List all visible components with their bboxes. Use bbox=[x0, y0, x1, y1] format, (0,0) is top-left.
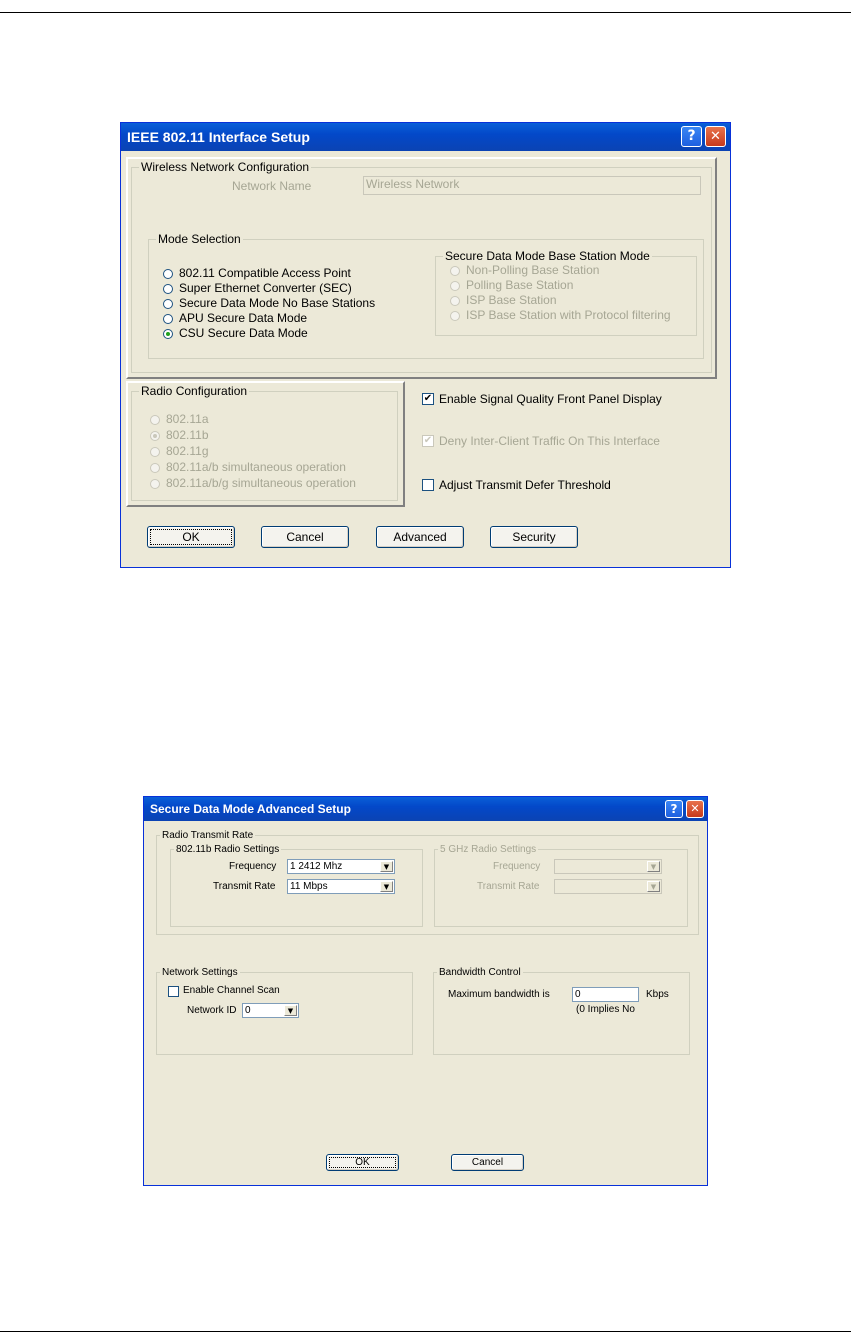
network-settings-legend: Network Settings bbox=[162, 967, 238, 978]
signal-quality-checkbox[interactable]: ✔ bbox=[423, 393, 433, 404]
bottom-rule bbox=[0, 1331, 851, 1332]
b-radio-settings-legend: 802.11b Radio Settings bbox=[176, 844, 280, 855]
wireless-config-group bbox=[126, 157, 717, 379]
radio-label-80211abg: 802.11a/b/g simultaneous operation bbox=[166, 476, 356, 490]
ok-button[interactable]: OK bbox=[147, 526, 235, 548]
radio-label-80211a: 802.11a bbox=[166, 412, 209, 426]
mode-selection-legend: Mode Selection bbox=[158, 232, 241, 246]
radio-80211a[interactable] bbox=[150, 415, 160, 425]
help-button[interactable] bbox=[681, 126, 702, 147]
chevron-down-icon[interactable]: ▼ bbox=[380, 861, 393, 872]
advanced-button[interactable]: Advanced bbox=[376, 526, 464, 548]
ok-button[interactable]: OK bbox=[326, 1154, 399, 1171]
sdm-label-isp-filter: ISP Base Station with Protocol filtering bbox=[466, 308, 671, 322]
network-name-label: Network Name bbox=[232, 179, 312, 193]
security-button[interactable]: Security bbox=[490, 526, 578, 548]
transmit-rate-value: 11 Mbps bbox=[290, 881, 328, 892]
mode-radio-sdm-no-base[interactable] bbox=[163, 299, 173, 309]
mode-selection-group bbox=[148, 232, 704, 359]
mode-label-sdm-no-base: Secure Data Mode No Base Stations bbox=[179, 296, 376, 310]
help-icon: ? bbox=[670, 802, 678, 816]
signal-quality-label: Enable Signal Quality Front Panel Display bbox=[439, 392, 662, 406]
close-button[interactable] bbox=[686, 800, 704, 818]
cancel-button[interactable]: Cancel bbox=[451, 1154, 524, 1171]
network-id-label: Network ID bbox=[187, 1005, 237, 1016]
adjust-defer-label: Adjust Transmit Defer Threshold bbox=[439, 478, 611, 492]
radio-selected-dot bbox=[166, 332, 170, 336]
mode-label-csu: CSU Secure Data Mode bbox=[179, 326, 308, 340]
help-icon: ? bbox=[687, 128, 696, 144]
mode-label-ap: 802.11 Compatible Access Point bbox=[179, 266, 351, 280]
radio-label-80211ab: 802.11a/b simultaneous operation bbox=[166, 460, 346, 474]
frequency-select[interactable] bbox=[287, 859, 395, 874]
ghz-radio-settings-group bbox=[434, 844, 688, 927]
radio-config-group bbox=[126, 381, 405, 507]
chevron-down-icon[interactable]: ▼ bbox=[647, 861, 660, 872]
sdm-radio-isp-filter[interactable] bbox=[450, 311, 460, 321]
top-rule bbox=[0, 12, 851, 13]
network-settings-group bbox=[156, 967, 413, 1055]
bandwidth-unit: Kbps bbox=[646, 989, 669, 1000]
cancel-button[interactable]: Cancel bbox=[261, 526, 349, 548]
adjust-defer-checkbox[interactable] bbox=[422, 479, 434, 491]
dialog-titlebar[interactable] bbox=[144, 797, 707, 821]
sdm-label-polling: Polling Base Station bbox=[466, 278, 574, 292]
ghz-transmit-rate-select[interactable] bbox=[554, 879, 662, 894]
radio-label-80211g: 802.11g bbox=[166, 444, 209, 458]
radio-label-80211b: 802.11b bbox=[166, 428, 209, 442]
max-bandwidth-label: Maximum bandwidth is bbox=[448, 989, 550, 1000]
radio-80211b[interactable] bbox=[150, 431, 160, 441]
sdm-base-station-group bbox=[435, 249, 697, 336]
radio-80211abg[interactable] bbox=[150, 479, 160, 489]
wireless-config-legend: Wireless Network Configuration bbox=[141, 160, 310, 174]
sdm-radio-polling[interactable] bbox=[450, 281, 460, 291]
sdm-base-station-legend: Secure Data Mode Base Station Mode bbox=[445, 249, 650, 263]
mode-label-sec: Super Ethernet Converter (SEC) bbox=[179, 281, 352, 295]
radio-transmit-rate-group bbox=[156, 830, 699, 935]
mode-radio-sec[interactable] bbox=[163, 284, 173, 294]
ghz-radio-settings-legend: 5 GHz Radio Settings bbox=[440, 844, 537, 855]
frequency-label: Frequency bbox=[229, 861, 277, 872]
radio-80211g[interactable] bbox=[150, 447, 160, 457]
sdm-radio-non-polling[interactable] bbox=[450, 266, 460, 276]
bandwidth-control-group bbox=[433, 967, 690, 1055]
b-radio-settings-group bbox=[170, 844, 423, 927]
sdm-label-non-polling: Non-Polling Base Station bbox=[466, 263, 600, 277]
dialog-title: Secure Data Mode Advanced Setup bbox=[150, 802, 351, 816]
chevron-down-icon[interactable]: ▼ bbox=[647, 881, 660, 892]
radio-transmit-rate-legend: Radio Transmit Rate bbox=[162, 830, 254, 841]
help-button[interactable] bbox=[665, 800, 683, 818]
radio-config-legend: Radio Configuration bbox=[141, 384, 248, 398]
network-name-field[interactable]: Wireless Network bbox=[363, 176, 701, 195]
channel-scan-checkbox[interactable] bbox=[168, 986, 179, 997]
network-id-value: 0 bbox=[245, 1005, 251, 1016]
ghz-frequency-label: Frequency bbox=[493, 861, 541, 872]
close-icon: ✕ bbox=[710, 129, 721, 144]
dialog-title: IEEE 802.11 Interface Setup bbox=[127, 129, 310, 145]
close-icon: ✕ bbox=[690, 802, 700, 815]
sdm-label-isp: ISP Base Station bbox=[466, 293, 557, 307]
max-bandwidth-field[interactable]: 0 bbox=[572, 987, 639, 1002]
bandwidth-control-legend: Bandwidth Control bbox=[439, 967, 521, 978]
transmit-rate-select[interactable] bbox=[287, 879, 395, 894]
mode-label-apu: APU Secure Data Mode bbox=[179, 311, 308, 325]
advanced-setup-dialog bbox=[143, 796, 708, 1186]
mode-radio-csu[interactable] bbox=[163, 329, 173, 339]
transmit-rate-label: Transmit Rate bbox=[213, 881, 276, 892]
network-id-select[interactable] bbox=[242, 1003, 299, 1018]
frequency-value: 1 2412 Mhz bbox=[290, 861, 343, 872]
chevron-down-icon[interactable]: ▼ bbox=[380, 881, 393, 892]
bandwidth-note: (0 Implies No bbox=[576, 1004, 635, 1015]
chevron-down-icon[interactable]: ▼ bbox=[284, 1005, 297, 1016]
deny-inter-client-checkbox[interactable]: ✔ bbox=[423, 435, 433, 446]
mode-radio-apu[interactable] bbox=[163, 314, 173, 324]
sdm-radio-isp[interactable] bbox=[450, 296, 460, 306]
mode-radio-ap[interactable] bbox=[163, 269, 173, 279]
radio-80211ab[interactable] bbox=[150, 463, 160, 473]
close-button[interactable] bbox=[705, 126, 726, 147]
dialog-titlebar[interactable] bbox=[121, 123, 730, 151]
interface-setup-dialog bbox=[120, 122, 731, 568]
radio-selected-dot bbox=[153, 434, 157, 438]
deny-inter-client-label: Deny Inter-Client Traffic On This Interface bbox=[439, 434, 660, 448]
ghz-frequency-select[interactable] bbox=[554, 859, 662, 874]
ghz-transmit-rate-label: Transmit Rate bbox=[477, 881, 540, 892]
channel-scan-label: Enable Channel Scan bbox=[183, 985, 280, 996]
